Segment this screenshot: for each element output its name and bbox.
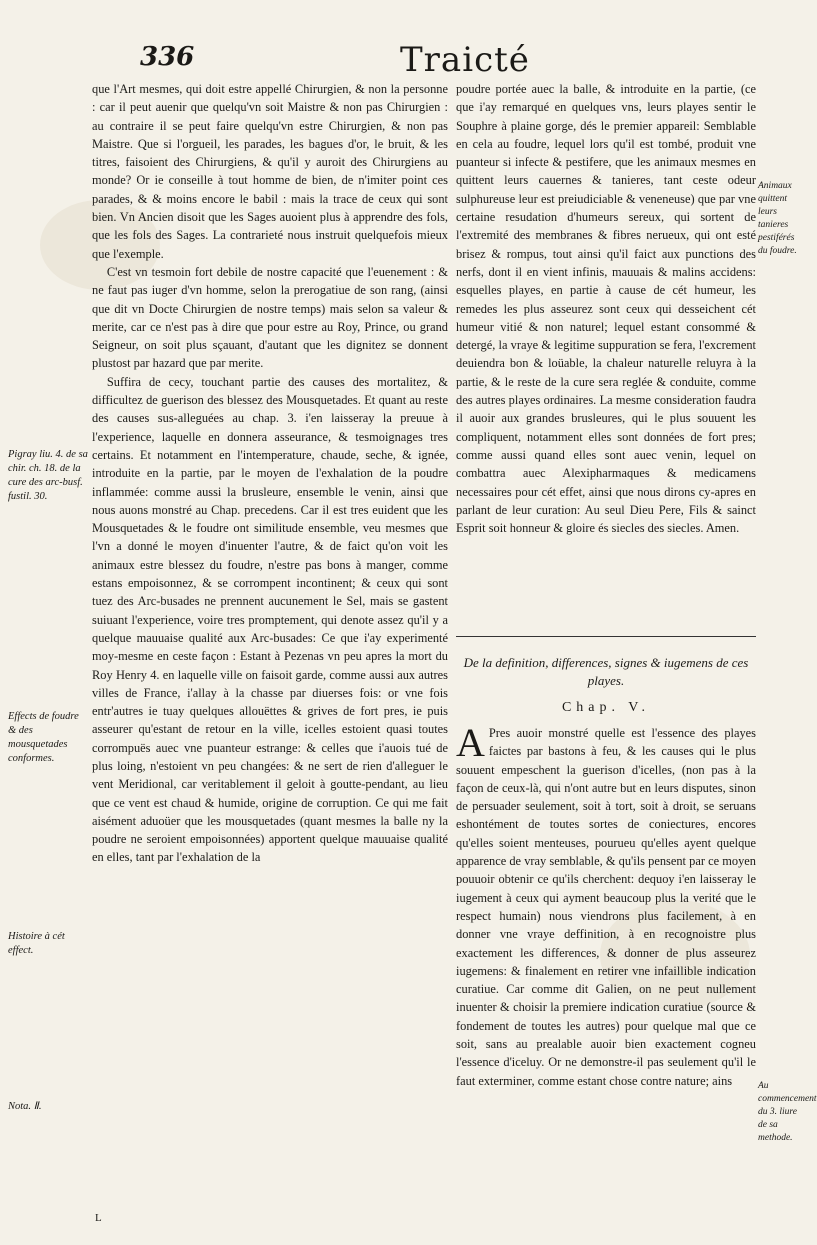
running-title: Traicté (400, 40, 530, 80)
paragraph: C'est vn tesmoin fort debile de nostre capacité que l'euenement : & ne faut pas iuger d'vn homme, selon la prerogatiue de son rang, (ainsi que dit vn Docte Chirurgien de nostre temps) mais selon sa valeur & merite, car ce n'est pas à dire que pour estre au Roy, Prince, ou grand Seigneur, on soit plus sçauant, d'autant que les dignitez se donnent plustost par hazard que par merite. (92, 264, 448, 371)
margin-note: Histoire à cét effect. (8, 931, 65, 956)
paragraph (456, 720, 756, 1090)
drop-cap: A (456, 720, 485, 765)
chapter-title: De la definition, differences, signes & iugemens de ces playes. (463, 655, 749, 688)
chapter-number: Chap. V. (561, 700, 651, 715)
margin-note: Effects de foudre & des mousquetades conformes. (8, 711, 79, 764)
right-column-top (456, 80, 756, 537)
left-column (92, 80, 448, 867)
margin-note: Pigray liu. 4. de sa chir. ch. 18. de la cure des arc-busf. fustil. 30. (8, 449, 88, 502)
paragraph: que l'Art mesmes, qui doit estre appellé Chirurgien, & non la personne : car il peut auenir que quelqu'vn soit Maistre & non pas Chirurgien : au contraire il se peut faire quelqu'vn estre Chirurgien, & non pas Maistre. Que si l'orgueil, les parades, les bagues d'or, le bruit, & les titres, faisoient des Chirurgiens, & qu'il y auroit des Chirurgiens au monde? Or ie conseille à tout homme de bien, de n'imiter point ces parades, & & moins encore le babil : mais la trace de ceux qui sont bien. Vn Ancien disoit que les Sages auoient plus à apprendre des fols, que les fols des Sages. La contrarieté nous instruit quelquefois mieux que l'exemple. (92, 82, 448, 261)
paragraph: poudre portée auec la balle, & introduite en la partie, (ce que i'ay remarqué en quelques vns, leurs playes sentir le Souphre à plaine gorge, dés le premier appareil: Semblable en cela au foudre, lequel lors qu'il est tombé, produit vne puanteur si infecte & pestifere, que les animaux mesmes en quittent leurs cauernes & tanieres, tant ceste odeur sulphureuse leur est preiudiciable & veneneuse) que par vne certaine resudation d'humeurs sereux, qui sortent de l'extremité des membranes & fibres nerueux, qui ont esté brisez & rompus, tout ainsi qu'il faict aux punctions des nerfs, dont il en vient infinis, mauuais & malins accidens: esquelles playes, en partie à cause de cét humeur, les remedes les plus asseurez sont ceux qui desseichent cét humeur vitié & non naturel; lequel estant consommé & detergé, la vraye & legitime suppuration se fera, l'excrement deuiendra bon & loüable, la chaleur naturelle reluyra à la partie, & le reste de la cure sera reglée & conduite, comme des autres playes ordinaires. La mesme consideration faudra il auoir aux grandes brusleures, qui le plus souuent les compliquent, notamment elles sont données de fort pres; comme aussi quand elles sont auec venin, lequel on combattra auec Alexipharmaques & medicamens necessaires pour cét effet, ainsi que nous dirons cy-apres en parlant de leur curation: Au seul Dieu Pere, Fils & sainct Esprit soit honneur & gloire és siecles des siecles. Amen. (456, 82, 756, 536)
margin-note: Au commencement du 3. liure de sa methode. (758, 1081, 817, 1143)
paragraph: Suffira de cecy, touchant partie des causes des mortalitez, & difficultez de guerison des blessez des Mousquetades. Et quant au reste des causes sus-alleguées au chap. 3. i'en laisseray la preuue à l'experience, laquelle en donnera asseurance, & tesmoignages tres certains. Et notamment en l'intemperature, chaude, seche, & ignée, introduite en la partie, par le moyen de l'exhalation de la poudre inflammée: comme aussi la brusleure, ensemble le venin, ainsi que nous auons monstré au Chap. precedens. Car il est tres euident que les Mousquetades & le foudre ont similitude ensemble, veu mesmes que l'vn a donné le moyen d'inuenter l'autre, & de faict qu'on voit les animaux estre blessez du foudre, n'estre pas bons à manger, comme estans empoisonnez, & se corrompent incontinent; & ceux qui sont tuez des Arc-busades ne prennent aucunement le Sel, mais se gastent suiuant l'experience, voire tres promptement, qui denote assez qu'il y a quelque mauuaise qualité aux Arc-busades: Ce que i'ay experimenté moy-mesme en ceste façon : Estant à Pezenas vn peu apres la mort du Roy Henry 4. en laquelle ville on faisoit garde, comme aussi aux autres villes de France, i'allay à la chasse par diuerses fois: or vne fois entr'autres ie tuay quelques allouëttes & grives de fort pres, ie puis asseurer qu'estant de retour en la ville, icelles estoient quasi toutes corrompuës auec vne puanteur estrange: & celles que i'auois tué de plus loing, n'estoient vn peu changées: & ne sert de rien d'alleguer le vent Meridional, car veritablement il geloit à goutte-pendant, au lieu que ce vent est chaud & humide, origine de corruption. Ce qui me fait aisément aduoüer que les mousquetades (quant mesmes la balle ny la poudre ne seroient empoisonnées) apportent quelque mauuaise qualité en elles, tant par l'exhalation de la (92, 374, 448, 865)
margin-note: Animaux quittent leurs tanieres pestiférés du foudre. (758, 181, 797, 256)
page-number: 336 (140, 42, 195, 72)
section-rule (456, 636, 756, 637)
margin-note: Nota. Ⅱ. (8, 1101, 42, 1112)
chapter-text: Pres auoir monstré quelle est l'essence des playes faictes par bastons à feu, & les causes qui le plus souuent empeschent la guerison d'icelles, (non pas à la façon de ceux-là, qui n'ont autre but en leurs disputes, sinon de persuader seulement, soit à tort, soit à droit, se seruans eshontément de toutes sortes de coniectures, encores qu'elles soient menteuses, pourueu qu'elles ayent quelque apparence de vray semblable, & qu'ils pensent par ce moyen pouuoir obtenir ce qu'ils cherchent: dequoy i'en laisseray le iugement à ceux qui ayment beaucoup plus la verité que le respect humain) nous viendrons plus facilement, à en donner vne vraye deffinition, à en recognoistre plus exactement les differences, & donner de plus asseurez iugemens: & finalement en retirer vne infaillible indication curatiue. Car comme dit Galien, on ne peut nullement inuenter & choisir la premiere indication curatiue (source & fondement de toutes les autres) pour quelque mal que ce soit, sans au prealable auoir bien exactement cogneu l'essence d'iceluy. Or ne demonstre-il pas seulement qu'il le faut exterminer, comme estant chose contre nature; ains (456, 726, 756, 1088)
chapter-body (456, 720, 756, 1090)
signature-mark: L (95, 1212, 102, 1224)
